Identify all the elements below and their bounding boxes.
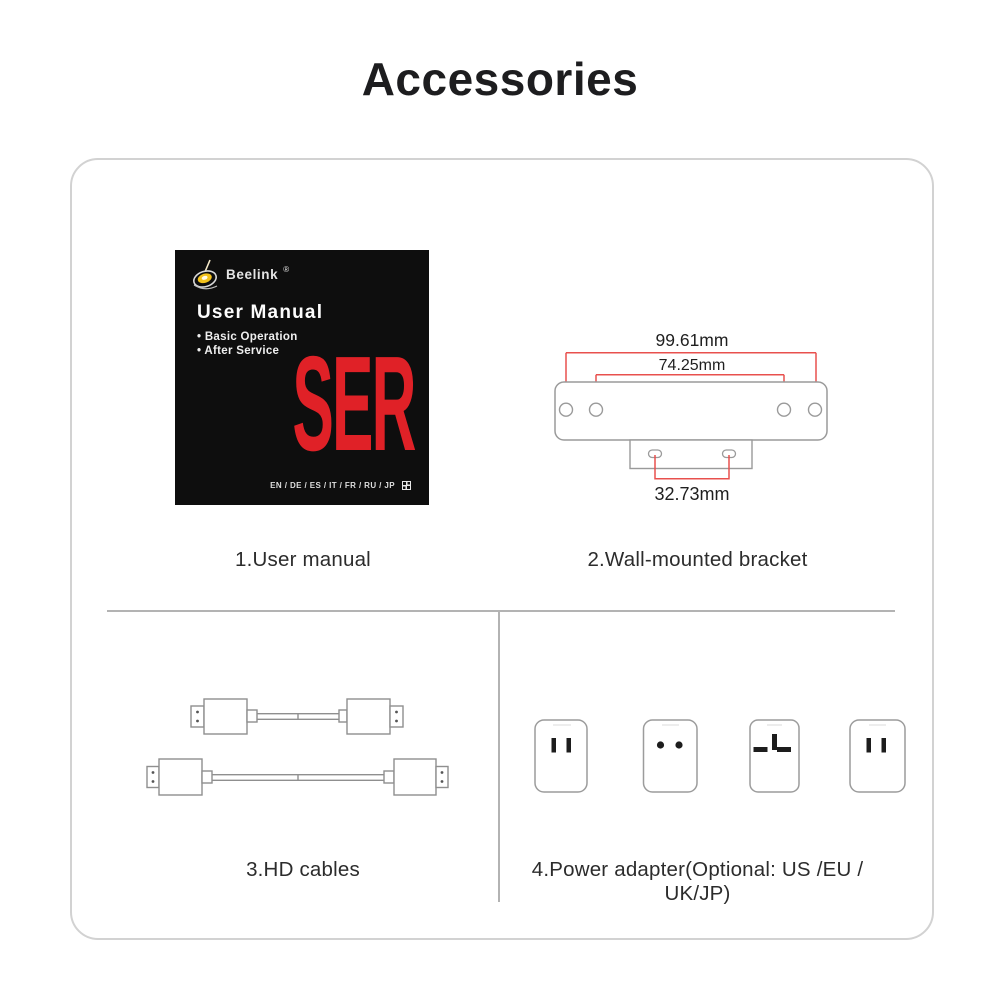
bracket-hole xyxy=(809,403,822,416)
power-adapters-illustration xyxy=(527,712,917,802)
jp-plug-icon xyxy=(850,720,905,792)
beelink-logo-icon xyxy=(191,258,221,290)
uk-plug-icon xyxy=(750,720,799,792)
brand-row xyxy=(191,258,289,290)
manual-bullet: • After Service xyxy=(197,345,280,358)
user-manual-card xyxy=(175,250,429,505)
hdmi-cables-illustration xyxy=(132,687,462,807)
eu-plug-icon xyxy=(644,720,698,792)
language-row xyxy=(270,481,411,490)
content-box xyxy=(70,158,934,940)
bracket-hole xyxy=(778,403,791,416)
item-label-user-manual: 1.User manual xyxy=(235,548,371,571)
horizontal-divider xyxy=(107,610,895,612)
model-name: SER xyxy=(292,328,415,479)
item-label-bracket: 2.Wall-mounted bracket xyxy=(587,548,808,571)
language-list: EN / DE / ES / IT / FR / RU / JP xyxy=(270,481,395,490)
manual-bullets xyxy=(197,330,298,359)
dim-slot-label: 32.73mm xyxy=(654,484,730,504)
page-title: Accessories xyxy=(361,53,639,105)
registered-mark: ® xyxy=(283,264,290,274)
bracket-diagram xyxy=(542,327,842,512)
hdmi-cable-long xyxy=(147,759,448,795)
us-plug-icon xyxy=(535,720,587,792)
dim-outer-label: 99.61mm xyxy=(655,330,729,350)
bracket-hole xyxy=(560,403,573,416)
dim-inner-label: 74.25mm xyxy=(658,357,726,374)
bracket-hole xyxy=(590,403,603,416)
manual-bullet: • Basic Operation xyxy=(197,331,298,343)
language-qr-icon xyxy=(402,481,411,490)
manual-title: User Manual xyxy=(197,302,324,323)
hdmi-cable-short xyxy=(191,699,403,734)
item-label-power-adapter: 4.Power adapter(Optional: US /EU / UK/JP) xyxy=(531,858,864,905)
item-label-hd-cables: 3.HD cables xyxy=(246,858,360,881)
brand-name: Beelink xyxy=(226,266,279,282)
